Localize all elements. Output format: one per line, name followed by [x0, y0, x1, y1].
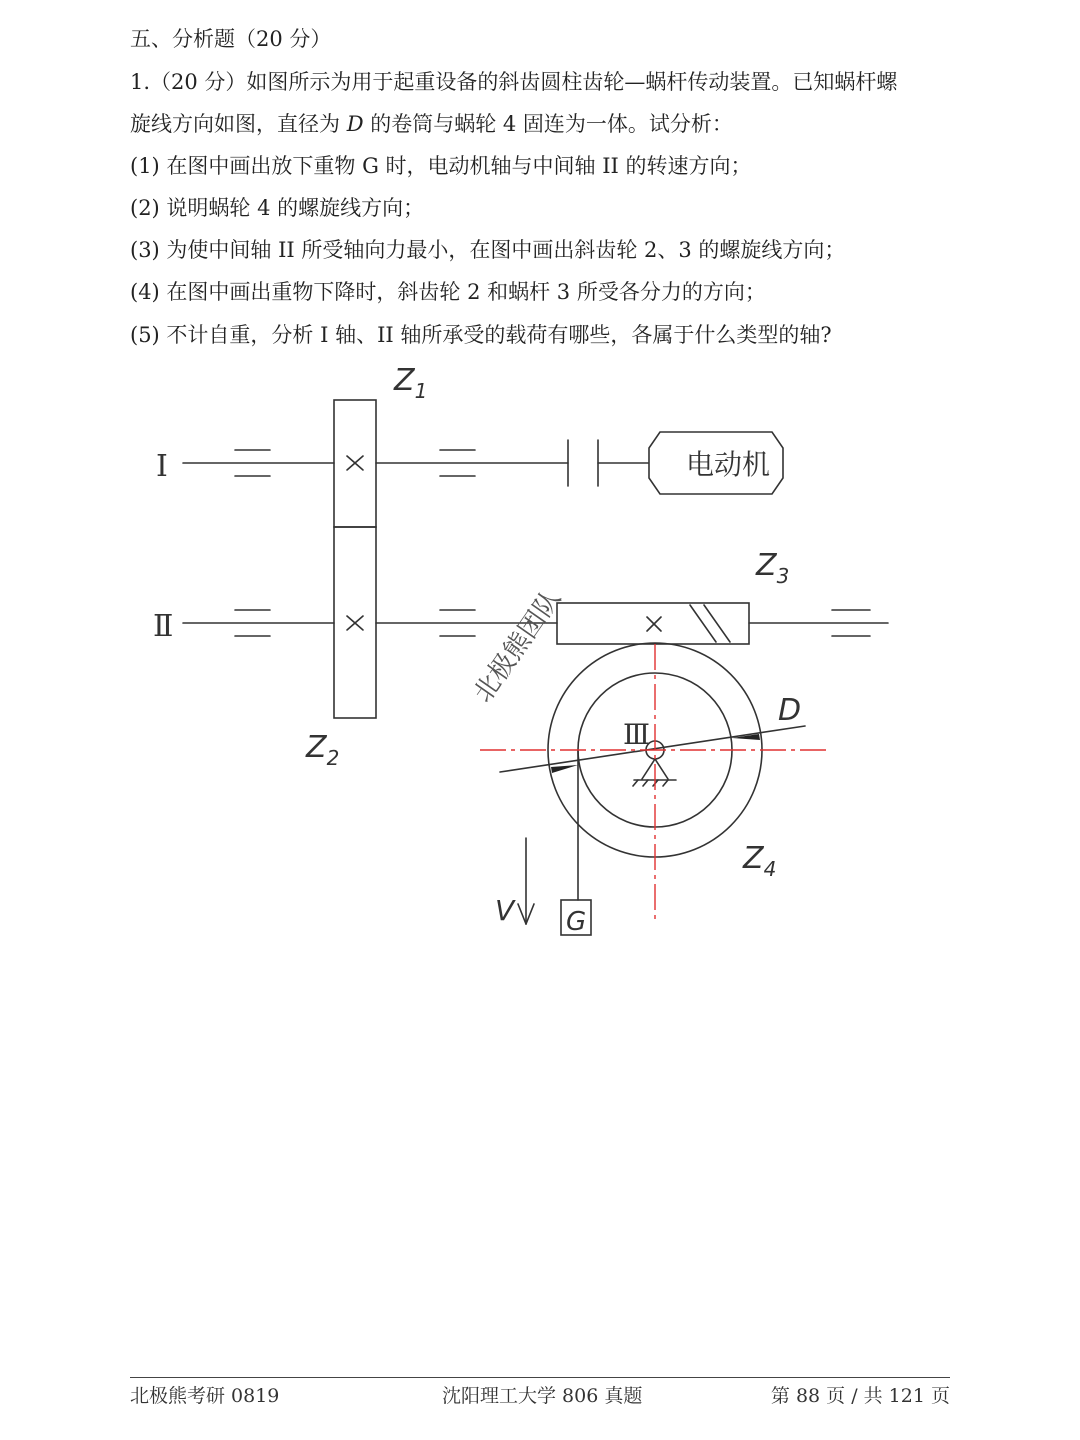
- centerlines: [480, 644, 830, 922]
- footer-divider: [130, 1377, 950, 1378]
- footer-page-number: 第 88 页 / 共 121 页: [770, 1385, 950, 1407]
- section-heading: 五、分析题（20 分）: [130, 27, 332, 51]
- worm-helix-line-2: [704, 605, 730, 642]
- footer-left-text: 北极熊考研 0819: [130, 1385, 280, 1407]
- shaft-3-label: Ⅲ: [623, 718, 651, 751]
- diameter-dimension-line: [500, 726, 805, 772]
- sub-question-5: (5) 不计自重，分析 I 轴、II 轴所承受的载荷有哪些，各属于什么类型的轴?: [130, 323, 832, 347]
- gear-z2-label: $Z_2$: [306, 730, 340, 770]
- sub-question-3: (3) 为使中间轴 II 所受轴向力最小，在图中画出斜齿轮 2、3 的螺旋线方向；: [130, 238, 846, 262]
- footer-center-text: 沈阳理工大学 806 真题: [442, 1385, 643, 1407]
- sub-question-1: (1) 在图中画出放下重物 G 时，电动机轴与中间轴 II 的转速方向；: [130, 154, 752, 178]
- question-line-2-end: 的卷筒与蜗轮 4 固连为一体。试分析：: [363, 112, 733, 136]
- motor-label: 电动机: [686, 448, 771, 481]
- worm-z3-label: $Z_3$: [756, 548, 790, 588]
- shaft-1-label: I: [156, 449, 168, 484]
- worm-helix-line-1: [690, 605, 716, 642]
- sub-question-4: (4) 在图中画出重物下降时，斜齿轮 2 和蜗杆 3 所受各分力的方向；: [130, 280, 766, 304]
- diameter-variable: D: [346, 112, 364, 136]
- shaft-2-label: Ⅱ: [153, 609, 174, 644]
- diameter-label: D: [778, 693, 802, 728]
- wheel-z4-label: $Z_4$: [743, 841, 777, 881]
- sub-question-2: (2) 说明蜗轮 4 的螺旋线方向；: [130, 196, 425, 220]
- load-label: G: [566, 907, 587, 937]
- gear-z1-label: $Z_1$: [394, 363, 428, 403]
- velocity-label: V: [495, 894, 515, 927]
- question-line-2-start: 旋线方向如图，直径为: [130, 112, 347, 136]
- question-line-1: 1.（20 分）如图所示为用于起重设备的斜齿圆柱齿轮—蜗杆传动装置。已知蜗杆螺: [130, 70, 898, 94]
- watermark: 北极熊团队: [468, 584, 568, 709]
